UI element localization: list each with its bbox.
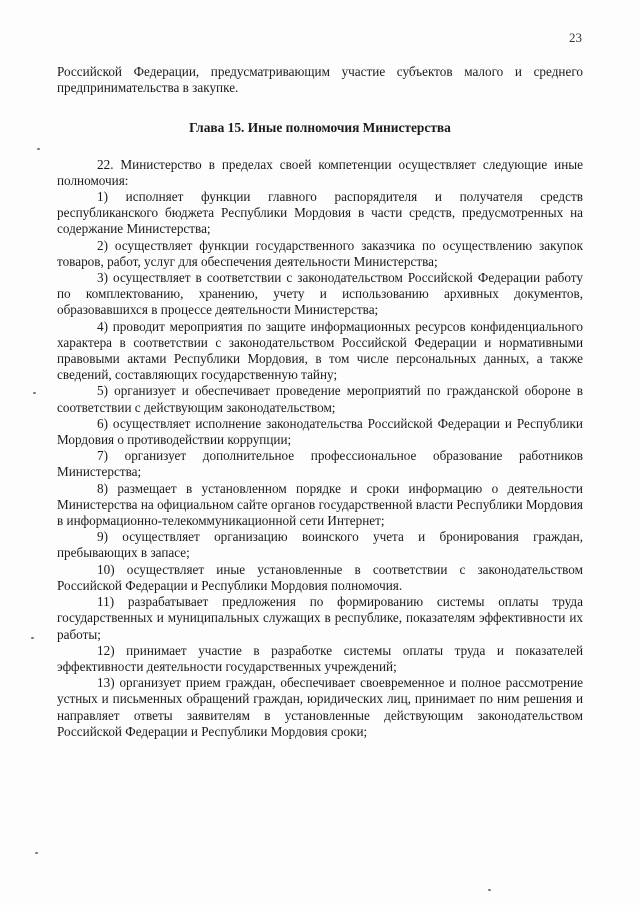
paragraph-item-2: 2) осуществляет функции государственного заказчика по осуществлению закупок товаров, работ, услуг для обеспечения деятельности Министерства; <box>57 237 583 269</box>
scan-speck <box>37 148 40 150</box>
paragraph-item-10: 10) осуществляет иные установленные в соответствии с законодательством Российской Федерации и Республики Мордовия полномочия. <box>57 561 583 593</box>
scan-speck <box>31 637 34 639</box>
paragraph-item-9: 9) осуществляет организацию воинского учета и бронирования граждан, пребывающих в запасе; <box>57 529 583 561</box>
paragraph-item-6: 6) осуществляет исполнение законодательства Российской Федерации и Республики Мордовия о противодействии коррупции; <box>57 415 583 448</box>
paragraph-item-3: 3) осуществляет в соответствии с законодательством Российской Федерации работу по комплектованию, хранению, учету и использованию архивных документов, образовавшихся в процессе деятельности Министерства; <box>57 270 583 318</box>
paragraph-item-4: 4) проводит мероприятия по защите информационных ресурсов конфиденциального характера в соответствии с законодательством Российской Федерации и нормативными правовыми актами Республики Мордовия, в том числе персональных данных, а также сведений, составляющих государственную тайну; <box>57 318 583 383</box>
paragraph-item-8: 8) размещает в установленном порядке и сроки информацию о деятельности Министерства на официальном сайте органов государственной власти Республики Мордовия в информационно-телекоммуникационной сети Интернет; <box>57 480 583 529</box>
document-body <box>57 64 583 740</box>
chapter-heading: Глава 15. Иные полномочия Министерства <box>189 120 451 136</box>
paragraph-item-5: 5) организует и обеспечивает проведение мероприятий по гражданской обороне в соответствии с действующим законодательством; <box>57 383 583 415</box>
page-number: 23 <box>569 30 582 45</box>
intro-paragraph: Российской Федерации, предусматривающим участие субъектов малого и среднего предпринимательства в закупке. <box>57 64 583 96</box>
paragraph-22: 22. Министерство в пределах своей компетенции осуществляет следующие иные полномочия: <box>57 156 583 188</box>
paragraph-item-7: 7) организует дополнительное профессиональное образование работников Министерства; <box>57 448 583 480</box>
scan-speck <box>35 852 38 854</box>
paragraph-item-13: 13) организует прием граждан, обеспечивает своевременное и полное рассмотрение устных и письменных обращений граждан, юридических лиц, принимает по ним решения и направляет ответы заявителям в установленные действующим законодательством Российской Федерации и Республики Мордовия сроки; <box>57 675 583 739</box>
scan-speck <box>488 889 491 891</box>
paragraph-item-11: 11) разрабатывает предложения по формированию системы оплаты труда государственных и муниципальных служащих в республике, показателям эффективности их работы; <box>57 594 583 642</box>
paragraph-item-12: 12) принимает участие в разработке системы оплаты труда и показателей эффективности деятельности государственных учреждений; <box>57 642 583 674</box>
scan-speck <box>33 392 36 394</box>
paragraph-item-1: 1) исполняет функции главного распорядителя и получателя средств республиканского бюджета Республики Мордовия в части средств, предусмотренных на содержание Министерства; <box>57 189 583 237</box>
